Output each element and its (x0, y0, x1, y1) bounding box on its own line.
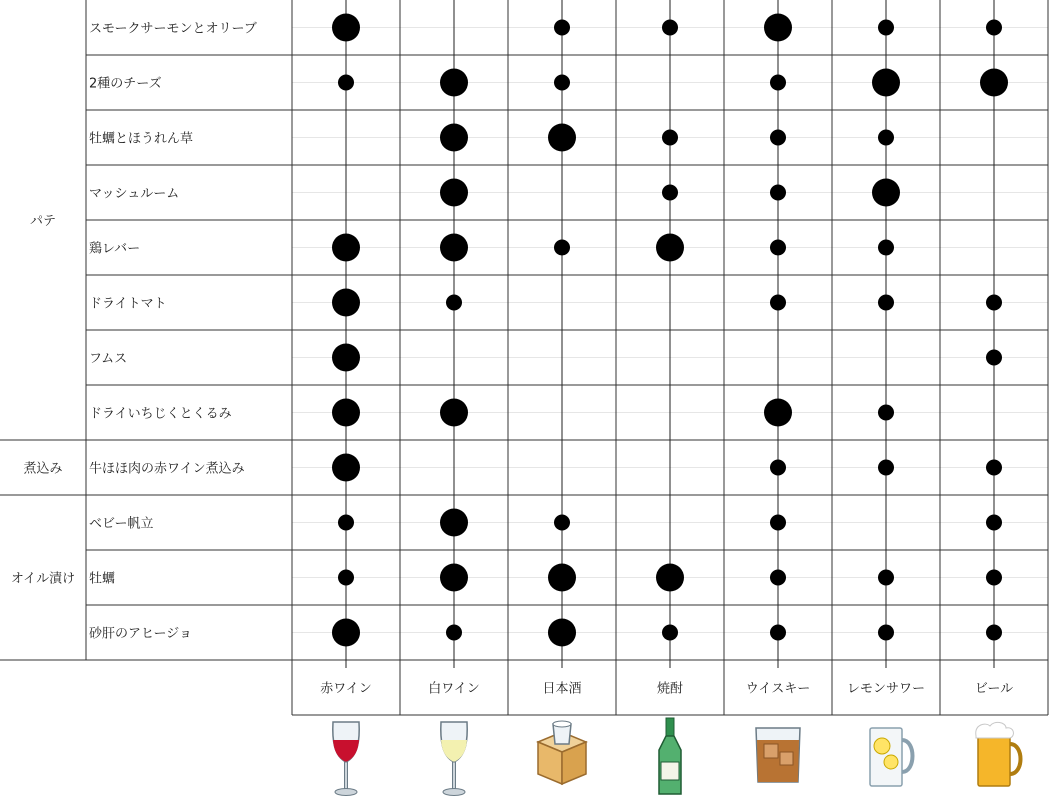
drink-label: レモンサワー (846, 681, 926, 697)
pairing-dot (986, 570, 1002, 586)
pairing-dot (662, 185, 678, 201)
pairing-dot (338, 515, 354, 531)
pairing-dot (986, 460, 1002, 476)
pairing-dot (872, 179, 900, 207)
labels (11, 22, 1013, 697)
drink-label: 日本酒 (542, 681, 582, 697)
pairing-dot (332, 289, 360, 317)
pairing-dot (332, 454, 360, 482)
row-label: ドライいちじくとくるみ (89, 406, 232, 422)
pairing-dot (548, 619, 576, 647)
row-label: ベビー帆立 (89, 516, 154, 532)
drink-label: 焼酎 (656, 681, 684, 697)
pairing-dot (332, 399, 360, 427)
pairing-dot (764, 399, 792, 427)
row-label: 砂肝のアヒージョ (89, 626, 192, 642)
beer-mug-icon (976, 722, 1021, 786)
drink-icons (333, 718, 1021, 796)
lemon-sour-mug-icon (870, 728, 913, 786)
drink-label: 赤ワイン (320, 681, 372, 697)
pairing-dot (872, 69, 900, 97)
pairing-dot (338, 570, 354, 586)
pairing-dot (332, 14, 360, 42)
pairing-dot (770, 515, 786, 531)
sake-masu-icon (538, 721, 586, 784)
pairing-dot (554, 75, 570, 91)
pairing-dot (440, 179, 468, 207)
pairing-dot (770, 570, 786, 586)
row-label: フムス (89, 351, 128, 367)
pairing-dot (770, 130, 786, 146)
pairing-dot (656, 564, 684, 592)
whisky-rock-glass-icon (756, 728, 800, 782)
pairing-dot (554, 20, 570, 36)
pairing-dot (332, 344, 360, 372)
pairing-dot (662, 20, 678, 36)
pairing-dot (764, 14, 792, 42)
pairing-dot (770, 625, 786, 641)
category-label: オイル漬け (10, 571, 76, 587)
pairing-dot (878, 20, 894, 36)
pairing-dot (878, 130, 894, 146)
row-label: 鶏レバー (89, 241, 141, 257)
white-wine-glass-icon (441, 722, 467, 796)
pairing-dot (878, 240, 894, 256)
row-label: ドライトマト (89, 296, 167, 312)
pairing-dot (446, 625, 462, 641)
row-label: 牡蠣 (89, 571, 116, 587)
pairing-dot (878, 570, 894, 586)
pairing-dot (662, 625, 678, 641)
pairing-dot (440, 124, 468, 152)
pairing-dot (440, 564, 468, 592)
pairing-dot (770, 75, 786, 91)
row-label: 牛ほほ肉の赤ワイン煮込み (89, 461, 245, 477)
pairing-dot (548, 564, 576, 592)
pairing-dot (770, 185, 786, 201)
drink-label: ビール (974, 681, 1014, 697)
pairing-dot (440, 234, 468, 262)
pairing-dot (986, 625, 1002, 641)
row-label: 2種のチーズ (89, 76, 162, 92)
pairing-dot (770, 460, 786, 476)
pairing-dot (980, 69, 1008, 97)
category-label: 煮込み (23, 461, 63, 477)
category-label: パテ (29, 214, 57, 229)
pairing-dot (554, 240, 570, 256)
pairing-dot (440, 399, 468, 427)
pairing-dot (770, 240, 786, 256)
drink-label: ウイスキー (745, 681, 811, 697)
pairing-dot (332, 619, 360, 647)
pairing-dot (986, 515, 1002, 531)
row-label: マッシュルーム (89, 186, 180, 202)
pairing-dot (878, 625, 894, 641)
drink-label: 白ワイン (428, 681, 480, 697)
pairing-dot (986, 350, 1002, 366)
row-label: 牡蠣とほうれん草 (89, 131, 194, 147)
pairing-dot (440, 69, 468, 97)
pairing-dot (770, 295, 786, 311)
pairing-dot (986, 20, 1002, 36)
pairing-dot (878, 405, 894, 421)
pairing-dot (878, 460, 894, 476)
pairing-dot (878, 295, 894, 311)
pairing-dot (986, 295, 1002, 311)
pairing-dot (338, 75, 354, 91)
pairing-dot (446, 295, 462, 311)
pairing-dot (440, 509, 468, 537)
pairing-dot (656, 234, 684, 262)
pairing-dot (662, 130, 678, 146)
pairing-dot (332, 234, 360, 262)
red-wine-glass-icon (333, 722, 359, 796)
row-label: スモークサーモンとオリーブ (89, 21, 257, 37)
shochu-bottle-icon (659, 718, 681, 794)
pairing-dot (554, 515, 570, 531)
pairing-dot (548, 124, 576, 152)
